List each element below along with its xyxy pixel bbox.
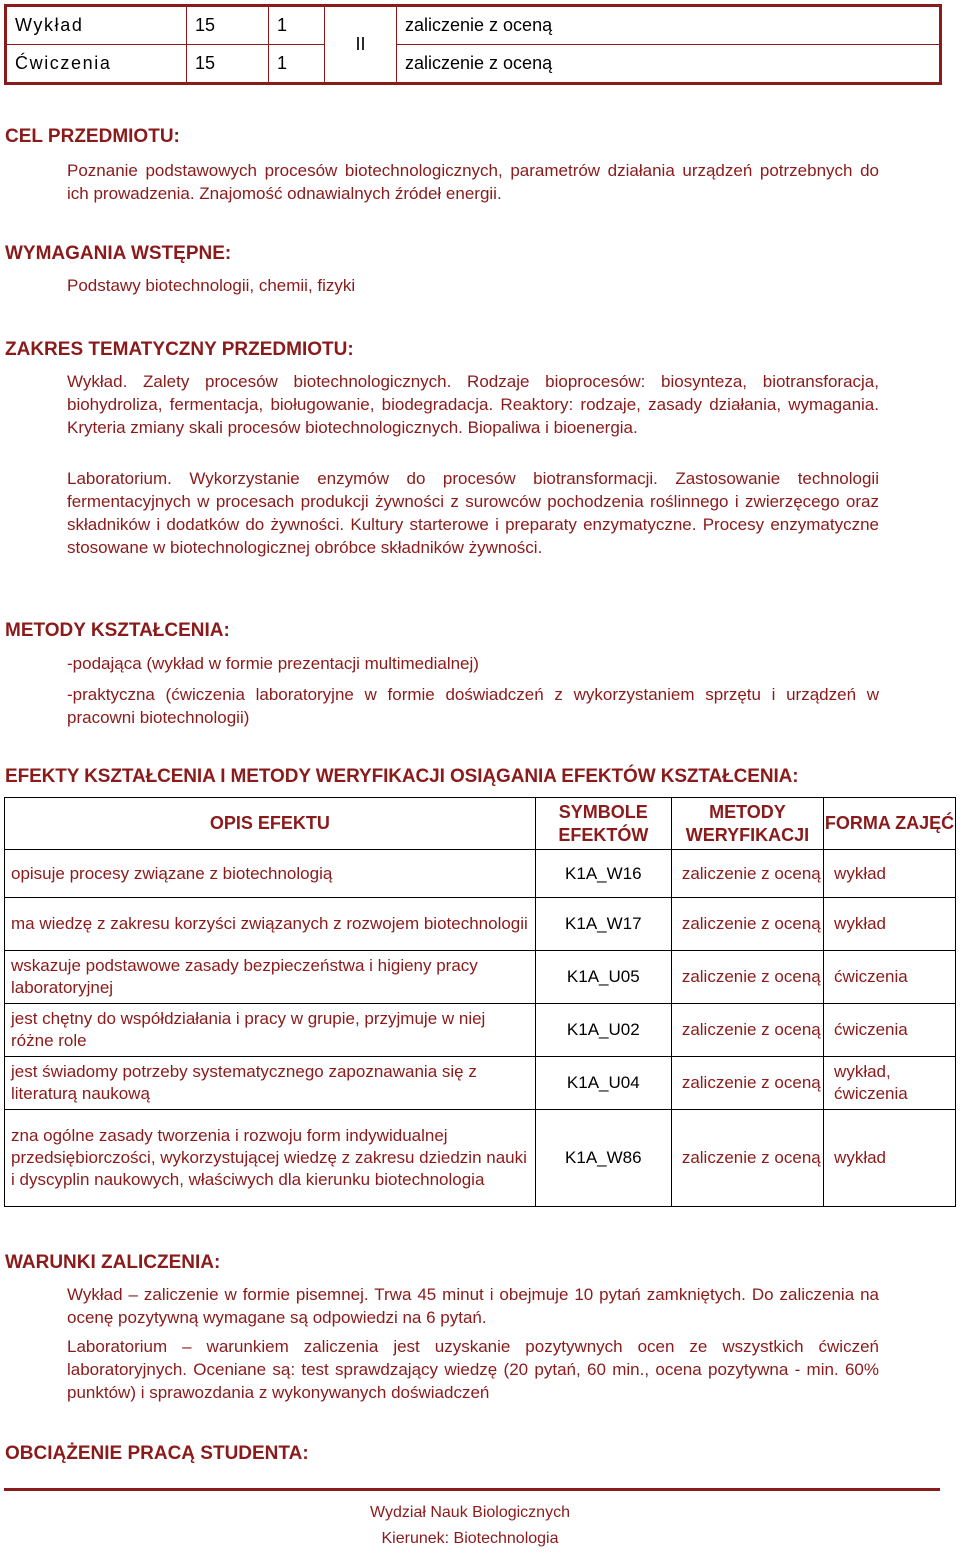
header-symbole: SYMBOLE EFEKTÓW (535, 798, 671, 850)
table-row (5, 1057, 956, 1110)
table-row (5, 898, 956, 951)
forma-cell: ćwiczenia (824, 951, 956, 1004)
footer-faculty: Wydział Nauk Biologicznych (370, 1504, 570, 1521)
metody-item-2: -praktyczna (ćwiczenia laboratoryjne w formie doświadczeń z wykorzystaniem sprzętu i urządzeń w pracowni biotechnologii) (67, 685, 879, 727)
zakres-wyklad (67, 370, 879, 439)
table-row (5, 951, 956, 1004)
metoda-cell: zaliczenie z oceną (671, 951, 823, 1004)
opis-cell: opisuje procesy związane z biotechnologią (5, 850, 536, 898)
result-cell: zaliczenie z oceną (397, 6, 941, 45)
hours-cell: 15 (187, 6, 269, 45)
table-row (5, 850, 956, 898)
forma-cell: ćwiczenia (824, 1004, 956, 1057)
forma-cell: wykład (824, 1110, 956, 1207)
table-header-row (5, 798, 956, 850)
table-row (5, 1004, 956, 1057)
form-cell: Wykład (6, 6, 187, 45)
header-metody: METODY WERYFIKACJI (671, 798, 823, 850)
forma-cell: wykład, ćwiczenia (824, 1057, 956, 1110)
efekty-title: EFEKTY KSZTAŁCENIA I METODY WERYFIKACJI OSIĄGANIA EFEKTÓW KSZTAŁCENIA: (5, 766, 799, 787)
cel-text: Poznanie podstawowych procesów biotechnologicznych, parametrów działania urządzeń potrzebnych do ich prowadzenia. Znajomość odnawialnych źródeł energii. (67, 161, 879, 203)
symbol-cell: K1A_W16 (535, 850, 671, 898)
laboratorium-text: Wykorzystanie enzymów do procesów biotransformacji. Zastosowanie technologii fermentacyjnych w procesach produkcji żywności z surowców pochodzenia roślinnego i zwierzęcego oraz składników i dodatków do żywności. Kultury starterowe i preparaty enzymatyczne. Procesy enzymatyczne stosowane w biotechnologicznej obróbce składników żywności. (67, 469, 879, 557)
opis-cell: jest chętny do współdziałania i pracy w grupie, przyjmuje w niej różne role (5, 1004, 536, 1057)
hours-cell: 15 (187, 45, 269, 84)
opis-cell: ma wiedzę z zakresu korzyści związanych z rozwojem biotechnologii (5, 898, 536, 951)
obciazenie-title: OBCIĄŻENIE PRACĄ STUDENTA: (5, 1443, 309, 1464)
semester-cell: II (325, 6, 397, 84)
course-forms-table (4, 4, 942, 85)
metoda-cell: zaliczenie z oceną (671, 1057, 823, 1110)
metoda-cell: zaliczenie z oceną (671, 1110, 823, 1207)
symbol-cell: K1A_U04 (535, 1057, 671, 1110)
symbol-cell: K1A_W17 (535, 898, 671, 951)
symbol-cell: K1A_U05 (535, 951, 671, 1004)
table-row (6, 6, 941, 45)
form-cell: Ćwiczenia (6, 45, 187, 84)
opis-cell: wskazuje podstawowe zasady bezpieczeństwa i higieny pracy laboratoryjnej (5, 951, 536, 1004)
laboratorium-label: Laboratorium. (67, 469, 172, 488)
warunki-wyklad: Wykład – zaliczenie w formie pisemnej. Trwa 45 minut i obejmuje 10 pytań zamkniętych. Do zaliczenia na ocenę pozytywną wymagane są odpowiedzi na 6 pytań. (67, 1285, 879, 1327)
table-row (6, 45, 941, 84)
metoda-cell: zaliczenie z oceną (671, 1004, 823, 1057)
wyklad-label: Wykład. (67, 372, 128, 391)
metoda-cell: zaliczenie z oceną (671, 898, 823, 951)
zakres-laboratorium (67, 467, 879, 559)
header-opis: OPIS EFEKTU (5, 798, 536, 850)
wymagania-text: Podstawy biotechnologii, chemii, fizyki (67, 276, 356, 295)
ects-cell: 1 (269, 45, 325, 84)
warunki-title: WARUNKI ZALICZENIA: (5, 1252, 221, 1273)
warunki-laboratorium: Laboratorium – warunkiem zaliczenia jest uzyskanie pozytywnych ocen ze wszystkich ćwiczeń laboratoryjnych. Oceniane są: test sprawdzający wiedzę (20 pytań, 60 min., ocena pozytywna - min. 60% punktów) i sprawozdania z wykonywanych doświadczeń (67, 1337, 879, 1402)
header-forma: FORMA ZAJĘĆ (824, 798, 956, 850)
wyklad-text: Zalety procesów biotechnologicznych. Rodzaje bioprocesów: biosynteza, biotransforacja, biohydroliza, fermentacja, bioługowanie, biodegradacja. Reaktory: rodzaje, zasady działania, wymagania. Kryteria zmiany skali procesów biotechnologicznych. Biopaliwa i bioenergia. (67, 372, 879, 437)
effects-table (4, 797, 956, 1207)
result-cell: zaliczenie z oceną (397, 45, 941, 84)
cel-title: CEL PRZEDMIOTU: (5, 126, 180, 147)
metody-title: METODY KSZTAŁCENIA: (5, 620, 230, 641)
table-row (5, 1110, 956, 1207)
footer-divider (4, 1488, 940, 1491)
forma-cell: wykład (824, 850, 956, 898)
symbol-cell: K1A_W86 (535, 1110, 671, 1207)
opis-cell: zna ogólne zasady tworzenia i rozwoju form indywidualnej przedsiębiorczości, wykorzystującej wiedzę z zakresu dziedzin nauki i dyscyplin naukowych, właściwych dla kierunku biotechnologia (5, 1110, 536, 1207)
metoda-cell: zaliczenie z oceną (671, 850, 823, 898)
wymagania-title: WYMAGANIA WSTĘPNE: (5, 243, 232, 264)
ects-cell: 1 (269, 6, 325, 45)
forma-cell: wykład (824, 898, 956, 951)
footer-field: Kierunek: Biotechnologia (381, 1530, 559, 1547)
metody-item-1: -podająca (wykład w formie prezentacji multimedialnej) (67, 654, 479, 673)
zakres-title: ZAKRES TEMATYCZNY PRZEDMIOTU: (5, 339, 354, 360)
symbol-cell: K1A_U02 (535, 1004, 671, 1057)
opis-cell: jest świadomy potrzeby systematycznego zapoznawania się z literaturą naukową (5, 1057, 536, 1110)
